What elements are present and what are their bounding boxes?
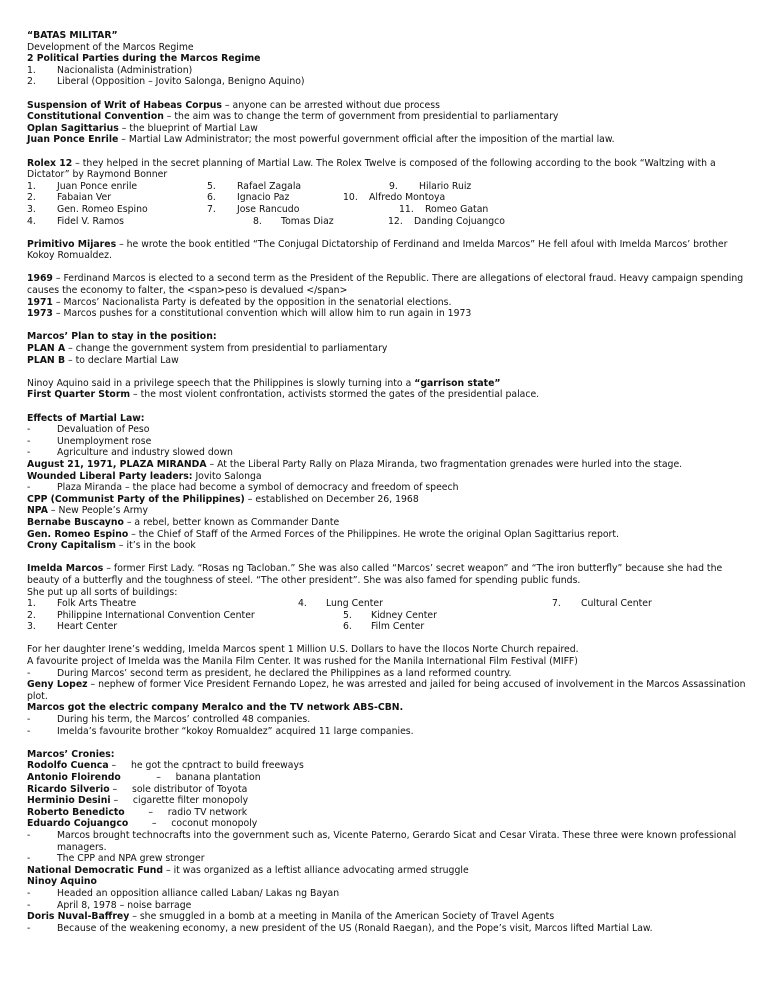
term-line: Constitutional Convention – the aim was to change the term of government from presidential to parliamentary <box>27 111 559 123</box>
first-quarter-storm: First Quarter Storm – the most violent confrontation, activists stormed the gates of the presidential palace. <box>27 389 540 401</box>
org-line: Crony Capitalism – it’s in the book <box>27 540 196 552</box>
org-line: NPA – New People’s Army <box>27 505 148 517</box>
org-line: Gen. Romeo Espino – the Chief of Staff of the Armed Forces of the Philippines. He wrote the original Oplan Sagittarius report. <box>27 528 619 540</box>
list-item: - April 8, 1978 – noise barrage <box>27 899 192 911</box>
rolex-paragraph: Rolex 12 – they helped in the secret planning of Martial Law. The Rolex Twelve is composed of the following according to the book “Waltzing with a Dictator” by Raymond Bonner <box>27 157 716 181</box>
term-line: Juan Ponce Enrile – Martial Law Administrator; the most powerful government official after the imposition of the martial law. <box>27 134 615 146</box>
buildings-row: 2. Philippine International Convention Center 5. Kidney Center <box>27 609 437 621</box>
doc-subtitle: Development of the Marcos Regime <box>27 41 194 53</box>
effects-heading: Effects of Martial Law: <box>27 412 145 424</box>
ndf-line: National Democratic Fund – it was organized as a leftist alliance advocating armed struggle <box>27 864 469 876</box>
timeline-item: 1971 – Marcos’ Nacionalista Party is defeated by the opposition in the senatorial elections. <box>27 296 452 308</box>
list-item: 1. Nacionalista (Administration) <box>27 64 193 76</box>
list-item: - During Marcos’ second term as president, he declared the Philippines as a land reformed country. <box>27 667 512 679</box>
crony-line: Roberto Benedicto – radio TV network <box>27 806 248 818</box>
timeline-item: 1973 – Marcos pushes for a constitutional convention which will allow him to run again in 1973 <box>27 308 472 320</box>
list-item: - The CPP and NPA grew stronger <box>27 853 205 865</box>
rolex-row: 1. Juan Ponce enrile 5. Rafael Zagala 9. Hilario Ruiz <box>27 180 472 192</box>
film-line: A favourite project of Imelda was the Manila Film Center. It was rushed for the Manila International Film Festival (MIFF) <box>27 656 578 668</box>
plan-b: PLAN B – to declare Martial Law <box>27 354 179 366</box>
ninoy-speech: Ninoy Aquino said in a privilege speech that the Philippines is slowly turning into a “garrison state” <box>27 377 501 389</box>
primitivo-paragraph: Primitivo Mijares – he wrote the book entitled “The Conjugal Dictatorship of Ferdinand and Imelda Marcos” He fell afoul with Imelda Marcos’ brother Kokoy Romualdez. <box>27 238 728 262</box>
wounded-line: Wounded Liberal Party leaders: Jovito Salonga <box>27 470 262 482</box>
buildings-table <box>27 598 747 633</box>
plan-heading: Marcos’ Plan to stay in the position: <box>27 331 217 343</box>
cronies-heading: Marcos’ Cronies: <box>27 748 115 760</box>
ninoy-heading: Ninoy Aquino <box>27 876 97 888</box>
buildings-row: 3. Heart Center 6. Film Center <box>27 621 425 633</box>
miranda-line: August 21, 1971, PLAZA MIRANDA – At the Liberal Party Rally on Plaza Miranda, two fragmentation grenades were hurled into the stage. <box>27 458 683 470</box>
doc-title: “BATAS MILITAR” <box>27 30 118 41</box>
rolex-row: 2. Fabaian Ver 6. Ignacio Paz 10. Alfredo Montoya <box>27 192 446 204</box>
timeline-item: 1969 – Ferdinand Marcos is elected to a second term as the President of the Republic. There are allegations of electoral fraud. Heavy campaign spending causes the economy to falter, the <span>peso is devalued </span> <box>27 273 744 297</box>
doris-line: Doris Nuval-Baffrey – she smuggled in a bomb at a meeting in Manila of the American Society of Travel Agents <box>27 911 555 923</box>
geny-paragraph: Geny Lopez – nephew of former Vice President Fernando Lopez, he was arrested and jailed for being accused of involvement in the Marcos Assassination plot. <box>27 679 746 702</box>
list-item: - Marcos brought technocrafts into the government such as, Vicente Paterno, Gerardo Sicat and Cesar Virata. These three were known professional managers. <box>27 829 737 853</box>
document-body <box>27 30 747 934</box>
list-item: 2. Liberal (Opposition – Jovito Salonga, Benigno Aquino) <box>27 76 305 88</box>
term-line: Suspension of Writ of Habeas Corpus – anyone can be arrested without due process <box>27 99 440 111</box>
list-item: - Headed an opposition alliance called Laban/ Lakas ng Bayan <box>27 887 340 899</box>
plan-a: PLAN A – change the government system from presidential to parliamentary <box>27 343 388 355</box>
parties-heading: 2 Political Parties during the Marcos Regime <box>27 53 261 65</box>
crony-line: Eduardo Cojuangco – coconut monopoly <box>27 818 258 830</box>
term-line: Oplan Sagittarius – the blueprint of Martial Law <box>27 122 258 134</box>
buildings-row: 1. Folk Arts Theatre 4. Lung Center 7. Cultural Center <box>27 598 652 610</box>
meralco-line: Marcos got the electric company Meralco and the TV network ABS-CBN. <box>27 702 404 714</box>
rolex-table <box>27 181 747 227</box>
buildings-intro: She put up all sorts of buildings: <box>27 586 178 598</box>
list-item: - Agriculture and industry slowed down <box>27 447 233 459</box>
org-line: CPP (Communist Party of the Philippines) – established on December 26, 1968 <box>27 493 419 505</box>
list-item: - Devaluation of Peso <box>27 424 150 436</box>
crony-line: Antonio Floirendo – banana plantation <box>27 772 261 783</box>
list-item: - Plaza Miranda – the place had become a symbol of democracy and freedom of speech <box>27 482 459 494</box>
list-item: - Because of the weakening economy, a new president of the US (Ronald Raegan), and the Pope’s visit, Marcos lifted Martial Law. <box>27 922 653 934</box>
list-item: - Imelda’s favourite brother “kokoy Romualdez” acquired 11 large companies. <box>27 725 414 737</box>
crony-line: Ricardo Silverio – sole distributor of Toyota <box>27 783 248 795</box>
imelda-paragraph: Imelda Marcos – former First Lady. “Rosas ng Tacloban.” She was also called “Marcos’ secret weapon” and “The iron butterfly” because she had the beauty of a butterfly and the toughness of steel. “The other president”. She was also famed for spending public funds. <box>27 563 723 586</box>
crony-line: Herminio Desini – cigarette filter monopoly <box>27 795 249 807</box>
crony-line: Rodolfo Cuenca – he got the cpntract to build freeways <box>27 760 304 772</box>
rolex-row: 4. Fidel V. Ramos 8. Tomas Diaz 12. Danding Cojuangco <box>27 215 505 227</box>
org-line: Bernabe Buscayno – a rebel, better known as Commander Dante <box>27 516 340 528</box>
list-item: - Unemployment rose <box>27 435 152 447</box>
irene-line: For her daughter Irene’s wedding, Imelda Marcos spent 1 Million U.S. Dollars to have the Ilocos Norte Church repaired. <box>27 644 579 656</box>
list-item: - During his term, the Marcos’ controlled 48 companies. <box>27 714 311 726</box>
rolex-row: 3. Gen. Romeo Espino 7. Jose Rancudo 11. Romeo Gatan <box>27 203 489 215</box>
